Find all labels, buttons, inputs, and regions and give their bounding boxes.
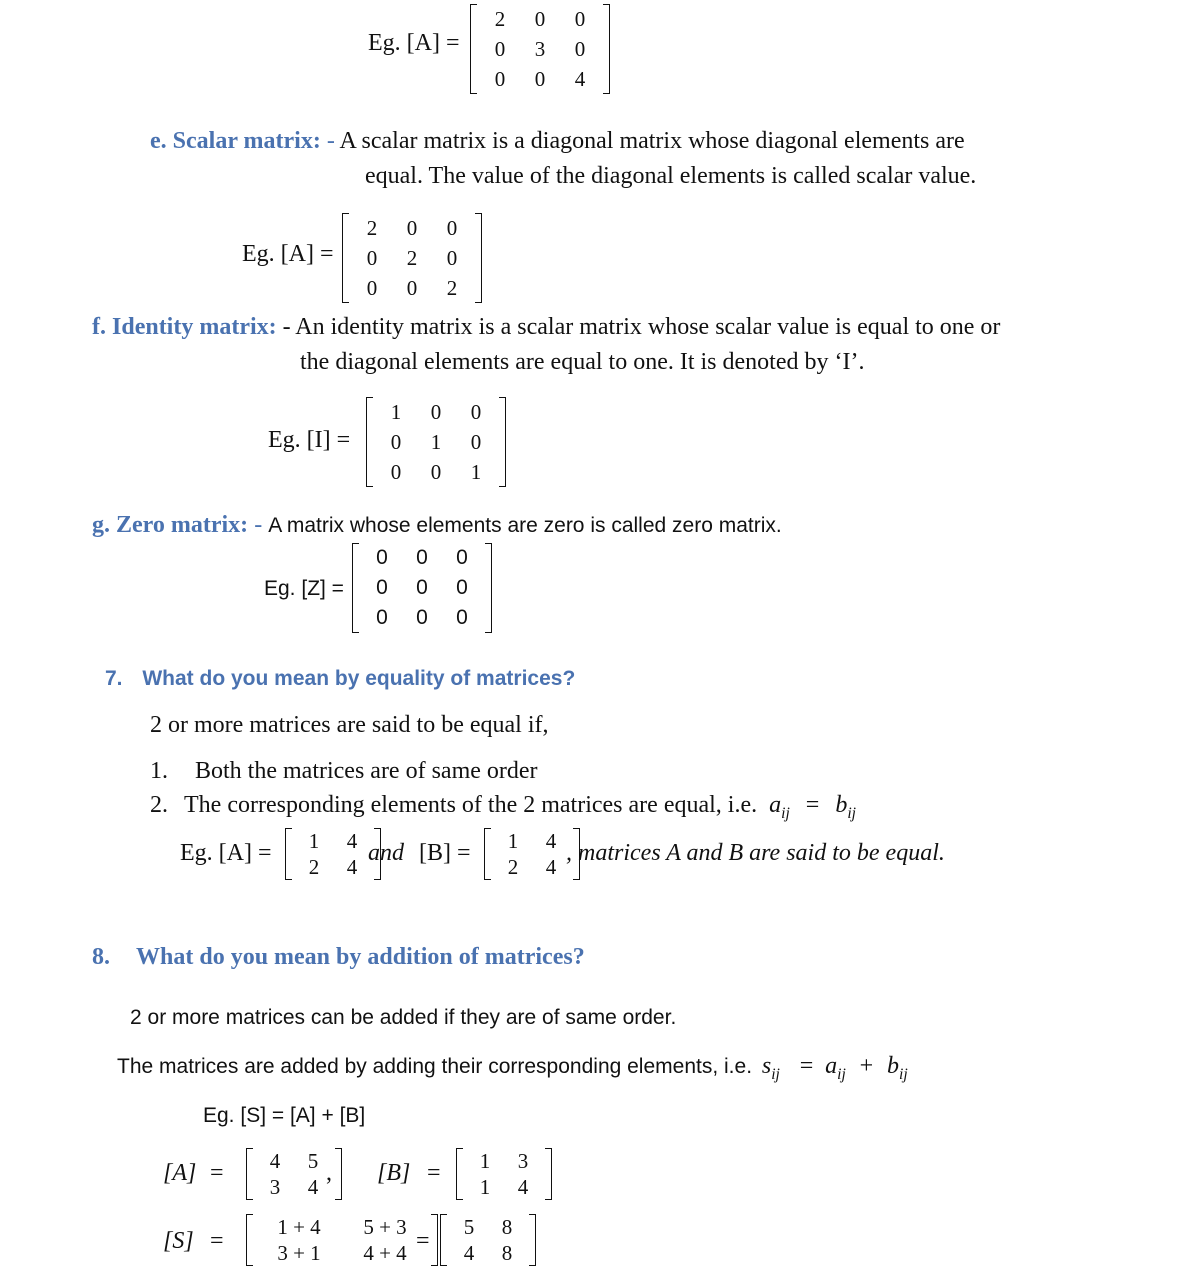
q8-s-label: [S] xyxy=(163,1228,194,1254)
matrix-cell: 5 xyxy=(463,1215,475,1239)
scalar-title: Scalar matrix: xyxy=(172,128,321,154)
matrix-cell: 0 xyxy=(494,67,506,91)
zero-dash: - xyxy=(254,512,263,538)
matrix-cell: 4 xyxy=(545,855,557,879)
matrix-cell: 0 xyxy=(456,576,468,599)
q8-result-equals: = xyxy=(416,1228,430,1254)
identity-eg-label: Eg. [I] = xyxy=(268,427,351,453)
zero-marker: g. xyxy=(92,512,110,538)
scalar-dash: - xyxy=(326,128,335,154)
matrix-cell: 0 xyxy=(390,460,402,484)
matrix-cell: 0 xyxy=(574,7,586,31)
q8-matrix-b xyxy=(456,1148,552,1200)
matrix-cell: 0 xyxy=(534,67,546,91)
matrix-cell: 0 xyxy=(470,430,482,454)
matrix-cell: 3 + 1 xyxy=(277,1241,321,1265)
zero-example-matrix xyxy=(352,543,492,633)
q7-number: 7. xyxy=(105,667,123,690)
matrix-cell: 0 xyxy=(416,576,428,599)
matrix-cell: 0 xyxy=(416,606,428,629)
matrix-cell: 2 xyxy=(308,855,320,879)
scalar-marker: e. xyxy=(150,128,167,154)
bracket-right xyxy=(545,1148,552,1200)
bracket-left xyxy=(484,828,491,880)
matrix-cell: 8 xyxy=(501,1215,513,1239)
q7-and: and xyxy=(368,840,404,866)
q8-line2 xyxy=(117,1053,908,1084)
bracket-right xyxy=(499,397,506,487)
q7-question: What do you mean by equality of matrices? xyxy=(142,667,576,690)
zero-title: Zero matrix: xyxy=(116,512,249,538)
matrix-cell: 4 xyxy=(307,1175,319,1199)
q8-formula-s: $s_{ij}$ xyxy=(761,1053,780,1083)
q8-comma: , xyxy=(326,1160,332,1186)
matrix-cell: 8 xyxy=(501,1241,513,1265)
q8-line1: 2 or more matrices can be added if they are of same order. xyxy=(130,1006,677,1029)
bracket-left xyxy=(285,828,292,880)
scalar-example-matrix xyxy=(342,213,482,303)
matrix-cell: 0 xyxy=(574,37,586,61)
bracket-right xyxy=(431,1214,438,1266)
matrix-cell: 0 xyxy=(494,37,506,61)
matrix-cell: 0 xyxy=(430,460,442,484)
matrix-cell: 1 xyxy=(507,829,519,853)
matrix-cell: 0 xyxy=(456,606,468,629)
matrix-cell: 0 xyxy=(470,400,482,424)
diag-eg-label: Eg. [A] = xyxy=(368,30,460,56)
zero-eg-label: Eg. [Z] = xyxy=(264,577,344,600)
bracket-left xyxy=(352,543,359,633)
matrix-cell: 3 xyxy=(534,37,546,61)
q8-number: 8. xyxy=(92,944,110,970)
q7-item1: Both the matrices are of same order xyxy=(195,758,538,784)
matrix-cell: 0 xyxy=(416,546,428,569)
q7-item2 xyxy=(184,792,856,823)
q7-item2-text: The corresponding elements of the 2 matrices are equal, i.e. xyxy=(184,792,758,818)
matrix-cell: 4 xyxy=(346,829,358,853)
bracket-left xyxy=(246,1214,253,1266)
bracket-right xyxy=(603,4,610,94)
q8-b-label: [B] xyxy=(377,1160,411,1186)
matrix-cell: 0 xyxy=(366,246,378,270)
matrix-cell: 0 xyxy=(446,216,458,240)
q8-a-label: [A] xyxy=(163,1160,197,1186)
matrix-cell: 0 xyxy=(406,276,418,300)
matrix-cell: 4 xyxy=(463,1241,475,1265)
matrix-cell: 3 xyxy=(269,1175,281,1199)
q7-formula-eq: = xyxy=(805,792,820,818)
matrix-cell: 4 + 4 xyxy=(363,1241,407,1265)
matrix-cell: 1 xyxy=(390,400,402,424)
scalar-heading xyxy=(150,128,965,155)
q8-formula-a: $a_{ij}$ xyxy=(825,1053,846,1083)
matrix-cell: 2 xyxy=(366,216,378,240)
q7-formula-a: $a_{ij}$ xyxy=(769,792,790,822)
matrix-cell: 2 xyxy=(406,246,418,270)
identity-marker: f. xyxy=(92,314,106,340)
diag-example-matrix xyxy=(470,4,610,94)
bracket-right xyxy=(529,1214,536,1266)
bracket-right xyxy=(485,543,492,633)
q7-matrix-a xyxy=(285,828,381,880)
zero-text: A matrix whose elements are zero is called zero matrix. xyxy=(268,514,782,537)
bracket-left xyxy=(366,397,373,487)
matrix-cell: 0 xyxy=(430,400,442,424)
zero-heading xyxy=(92,512,782,539)
bracket-right xyxy=(475,213,482,303)
matrix-cell: 0 xyxy=(366,276,378,300)
q7-conclusion: , matrices A and B are said to be equal. xyxy=(566,840,945,866)
bracket-left xyxy=(246,1148,253,1200)
matrix-cell: 4 xyxy=(517,1175,529,1199)
matrix-cell: 0 xyxy=(406,216,418,240)
matrix-cell: 0 xyxy=(376,576,388,599)
scalar-line2: equal. The value of the diagonal elements is called scalar value. xyxy=(365,163,977,189)
q8-question: What do you mean by addition of matrices? xyxy=(136,944,585,970)
q7-item1-num: 1. xyxy=(150,758,168,784)
q8-heading xyxy=(92,944,585,971)
bracket-left xyxy=(470,4,477,94)
identity-line2: the diagonal elements are equal to one. It is denoted by ‘I’. xyxy=(300,349,865,375)
matrix-cell: 1 xyxy=(430,430,442,454)
matrix-cell: 1 xyxy=(479,1175,491,1199)
matrix-cell: 3 xyxy=(517,1149,529,1173)
matrix-cell: 0 xyxy=(390,430,402,454)
matrix-cell: 1 xyxy=(308,829,320,853)
matrix-cell: 5 + 3 xyxy=(363,1215,407,1239)
matrix-cell: 0 xyxy=(376,606,388,629)
matrix-cell: 0 xyxy=(446,246,458,270)
matrix-cell: 1 + 4 xyxy=(277,1215,321,1239)
scalar-eg-label: Eg. [A] = xyxy=(242,241,334,267)
q7-formula-b: $b_{ij}$ xyxy=(835,792,856,822)
matrix-cell: 2 xyxy=(507,855,519,879)
q8-b-equals: = xyxy=(427,1160,441,1186)
identity-heading xyxy=(92,314,1000,341)
q8-matrix-s xyxy=(440,1214,536,1266)
q8-eg: Eg. [S] = [A] + [B] xyxy=(203,1104,366,1127)
q8-a-equals: = xyxy=(210,1160,224,1186)
q7-b-label: [B] = xyxy=(419,840,471,866)
q8-matrix-sum-expr xyxy=(246,1214,438,1266)
identity-title: Identity matrix: xyxy=(112,314,277,340)
matrix-cell: 4 xyxy=(269,1149,281,1173)
q8-s-equals: = xyxy=(210,1228,224,1254)
matrix-cell: 4 xyxy=(545,829,557,853)
identity-example-matrix xyxy=(366,397,506,487)
q8-formula-eq: = xyxy=(799,1053,814,1079)
matrix-cell: 2 xyxy=(494,7,506,31)
matrix-cell: 5 xyxy=(307,1149,319,1173)
matrix-cell: 4 xyxy=(346,855,358,879)
q7-item2-num: 2. xyxy=(150,792,168,818)
bracket-left xyxy=(456,1148,463,1200)
bracket-right xyxy=(335,1148,342,1200)
scalar-line1: A scalar matrix is a diagonal matrix whose diagonal elements are xyxy=(339,128,965,154)
q7-heading xyxy=(105,667,575,691)
q8-formula-b: $b_{ij}$ xyxy=(887,1053,908,1083)
matrix-cell: 0 xyxy=(534,7,546,31)
identity-line1: - An identity matrix is a scalar matrix whose scalar value is equal to one or xyxy=(282,314,1001,340)
matrix-cell: 1 xyxy=(470,460,482,484)
matrix-cell: 0 xyxy=(376,546,388,569)
matrix-cell: 4 xyxy=(574,67,586,91)
q8-formula-plus: + xyxy=(859,1053,874,1079)
matrix-cell: 2 xyxy=(446,276,458,300)
q7-intro: 2 or more matrices are said to be equal if, xyxy=(150,712,549,738)
q7-eg-label: Eg. [A] = xyxy=(180,840,272,866)
q8-line2-text: The matrices are added by adding their corresponding elements, i.e. xyxy=(117,1055,753,1078)
bracket-left xyxy=(440,1214,447,1266)
matrix-cell: 0 xyxy=(456,546,468,569)
bracket-left xyxy=(342,213,349,303)
matrix-cell: 1 xyxy=(479,1149,491,1173)
